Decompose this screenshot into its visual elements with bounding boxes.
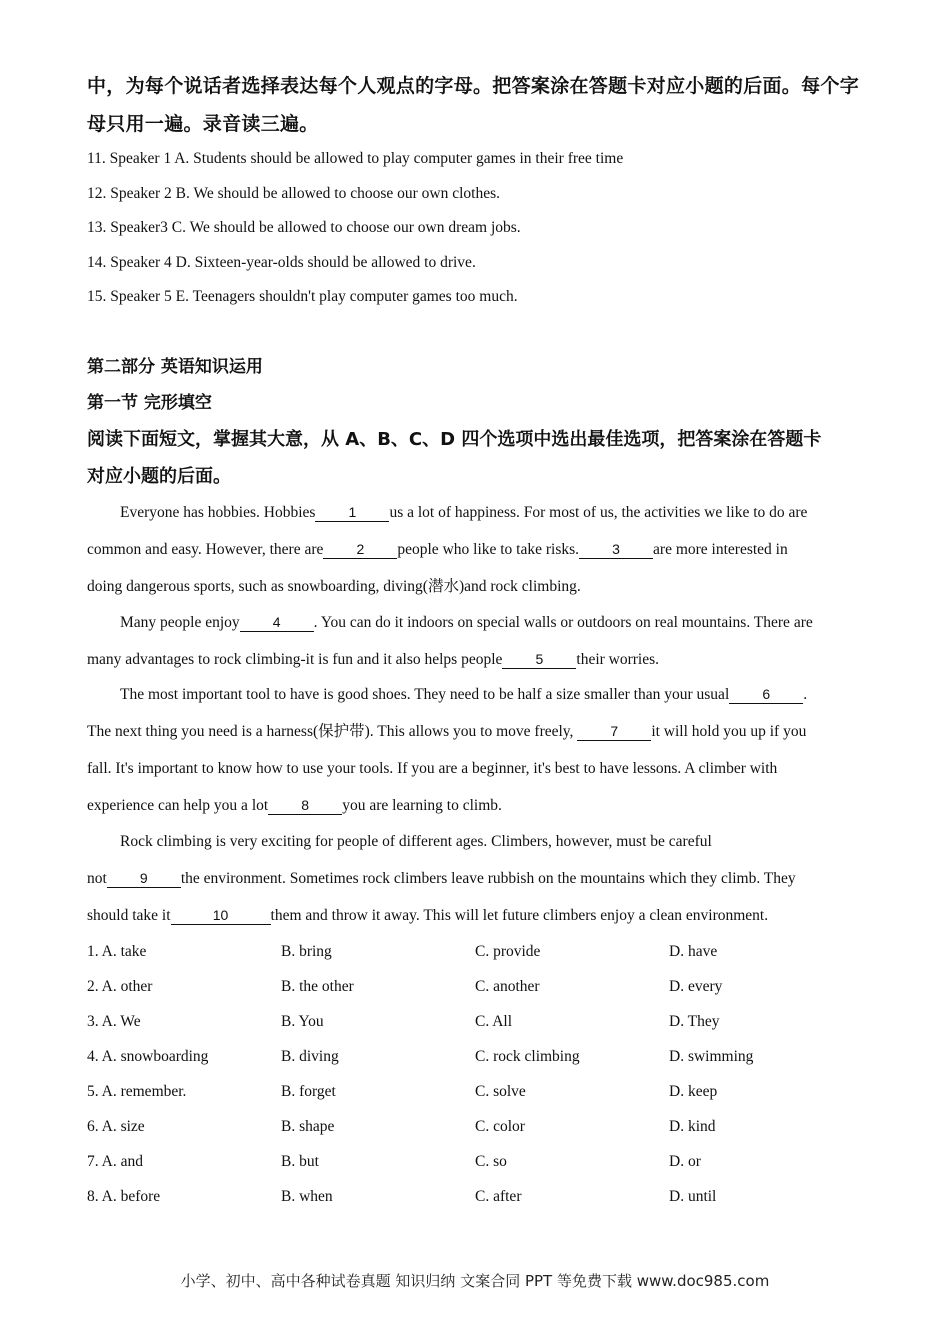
option-2-a: 2. A. other [87, 978, 153, 995]
blank-8[interactable]: 8 [268, 797, 342, 815]
passage-text: . You can do it indoors on special walls or outdoors on real mountains. There are [313, 614, 813, 631]
passage-line [87, 869, 796, 889]
blank-10[interactable]: 10 [171, 907, 271, 925]
section-instruction-2: 对应小题的后面。 [87, 466, 231, 487]
speaker-item-11: 11. Speaker 1 A. Students should be allowed to play computer games in their free time [87, 150, 624, 167]
blank-2[interactable]: 2 [323, 541, 397, 559]
option-6-b: B. shape [281, 1118, 335, 1135]
passage-text: people who like to take risks. [397, 541, 580, 558]
passage-text: common and easy. However, there are [87, 541, 324, 558]
passage-text: it will hold you up if you [651, 723, 807, 740]
option-8-a: 8. A. before [87, 1188, 161, 1205]
option-1-b: B. bring [281, 943, 332, 960]
option-3-a: 3. A. We [87, 1013, 141, 1030]
passage-text: not [87, 870, 107, 887]
passage-line [87, 540, 788, 560]
option-4-a: 4. A. snowboarding [87, 1048, 209, 1065]
option-5-d: D. keep [669, 1083, 718, 1100]
option-7-c: C. so [475, 1153, 507, 1170]
passage-text: the environment. Sometimes rock climbers leave rubbish on the mountains which they climb. They [180, 870, 796, 887]
speaker-item-13: 13. Speaker3 C. We should be allowed to choose our own dream jobs. [87, 219, 521, 236]
option-6-a: 6. A. size [87, 1118, 145, 1135]
passage-text: Rock climbing is very exciting for people of different ages. Climbers, however, must be careful [120, 833, 712, 850]
option-5-b: B. forget [281, 1083, 336, 1100]
passage-text: fall. It's important to know how to use your tools. If you are a beginner, it's best to have lessons. A climber with [87, 760, 778, 777]
option-3-d: D. They [669, 1013, 720, 1030]
passage-line [120, 503, 807, 523]
passage-line [87, 577, 581, 597]
passage-text: you are learning to climb. [342, 797, 502, 814]
passage-text: experience can help you a lot [87, 797, 269, 814]
option-2-b: B. the other [281, 978, 354, 995]
option-6-d: D. kind [669, 1118, 716, 1135]
passage-text: The next thing you need is a harness(保护带). This allows you to move freely, [87, 723, 578, 740]
blank-5[interactable]: 5 [502, 651, 576, 669]
blank-3[interactable]: 3 [579, 541, 653, 559]
blank-7[interactable]: 7 [577, 723, 651, 741]
footer-text: 小学、初中、高中各种试卷真题 知识归纳 文案合同 PPT 等免费下载 www.doc985.com [180, 1272, 770, 1290]
section-instruction-1: 阅读下面短文，掌握其大意，从 A、B、C、D 四个选项中选出最佳选项，把答案涂在答题卡 [87, 429, 822, 450]
section-title: 第一节 完形填空 [87, 393, 212, 413]
option-4-d: D. swimming [669, 1048, 754, 1065]
passage-text: should take it [87, 907, 171, 924]
option-5-c: C. solve [475, 1083, 526, 1100]
option-8-b: B. when [281, 1188, 333, 1205]
blank-6[interactable]: 6 [729, 686, 803, 704]
passage-line [120, 613, 813, 633]
passage-text: many advantages to rock climbing-it is fun and it also helps people [87, 651, 503, 668]
option-2-c: C. another [475, 978, 540, 995]
option-7-b: B. but [281, 1153, 319, 1170]
passage-text: them and throw it away. This will let future climbers enjoy a clean environment. [270, 907, 769, 924]
passage-text: Many people enjoy [120, 614, 240, 631]
option-3-c: C. All [475, 1013, 513, 1030]
blank-9[interactable]: 9 [107, 870, 181, 888]
blank-1[interactable]: 1 [315, 504, 389, 522]
option-1-d: D. have [669, 943, 718, 960]
passage-text: . [803, 686, 808, 703]
passage-text: their worries. [576, 651, 660, 668]
instruction-line-2: 母只用一遍。录音读三遍。 [87, 113, 319, 135]
part-title: 第二部分 英语知识运用 [87, 357, 263, 377]
blank-4[interactable]: 4 [240, 614, 314, 632]
option-7-d: D. or [669, 1153, 701, 1170]
option-2-d: D. every [669, 978, 723, 995]
passage-text: doing dangerous sports, such as snowboarding, diving(潜水)and rock climbing. [87, 578, 581, 595]
instruction-line-1: 中，为每个说话者选择表达每个人观点的字母。把答案涂在答题卡对应小题的后面。每个字 [87, 75, 860, 97]
speaker-item-12: 12. Speaker 2 B. We should be allowed to choose our own clothes. [87, 185, 501, 202]
option-6-c: C. color [475, 1118, 525, 1135]
passage-line [87, 906, 768, 926]
passage-text: Everyone has hobbies. Hobbies [120, 504, 316, 521]
option-1-a: 1. A. take [87, 943, 147, 960]
option-7-a: 7. A. and [87, 1153, 143, 1170]
passage-line [87, 722, 806, 742]
speaker-item-14: 14. Speaker 4 D. Sixteen-year-olds should be allowed to drive. [87, 254, 476, 271]
passage-text: The most important tool to have is good shoes. They need to be half a size smaller than your usual [120, 686, 730, 703]
option-8-d: D. until [669, 1188, 717, 1205]
passage-line [87, 650, 659, 670]
passage-line [87, 759, 777, 779]
passage-line [120, 832, 712, 852]
option-4-c: C. rock climbing [475, 1048, 580, 1065]
speaker-item-15: 15. Speaker 5 E. Teenagers shouldn't play computer games too much. [87, 288, 518, 305]
option-5-a: 5. A. remember. [87, 1083, 187, 1100]
option-4-b: B. diving [281, 1048, 339, 1065]
passage-line [87, 796, 502, 816]
option-1-c: C. provide [475, 943, 541, 960]
passage-text: are more interested in [653, 541, 788, 558]
passage-line [120, 685, 807, 705]
passage-text: us a lot of happiness. For most of us, the activities we like to do are [389, 504, 808, 521]
option-3-b: B. You [281, 1013, 324, 1030]
option-8-c: C. after [475, 1188, 522, 1205]
